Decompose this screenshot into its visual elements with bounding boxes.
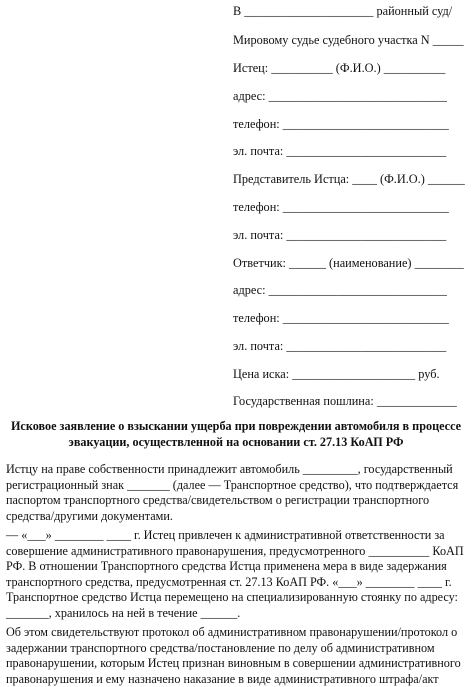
document-title-line-1: Исковое заявление о взыскании ущерба при повреждении автомобиля в процессе [10,419,462,433]
magistrate-line: Мировому судье судебного участка N _____ [233,33,464,47]
representative-phone: телефон: ___________________________ [233,200,449,214]
paragraph-evacuation: — «___» ________ ____ г. Истец привлечен к административной ответственности за совершение административного правонарушения, предусмотренного __________ КоАП РФ. В отношении Транспортного средства Истца применена мера в виде задержания транспортного средства, предусмотренная ст. 27.13 КоАП РФ. «___» ________ ____ г. Транспортное средство Истца перемещено на специализированную стоянку по адресу: _______, хранилось на ней в течение ______. [6,528,464,620]
defendant-line: Ответчик: ______ (наименование) ________ [233,256,464,270]
plaintiff-line: Истец: __________ (Ф.И.О.) __________ [233,61,446,75]
defendant-email: эл. почта: __________________________ [233,339,447,353]
defendant-address: адрес: _____________________________ [233,283,447,297]
document-title-line-2: эвакуации, осуществленной на основании ст. 27.13 КоАП РФ [68,435,404,449]
plaintiff-email: эл. почта: __________________________ [233,144,447,158]
representative-line: Представитель Истца: ____ (Ф.И.О.) ______ [233,172,465,186]
claim-price-line: Цена иска: ____________________ руб. [233,367,440,381]
state-fee-line: Государственная пошлина: _____________ [233,394,457,408]
defendant-phone: телефон: ___________________________ [233,311,449,325]
court-line: В _____________________ районный суд/ [233,4,453,18]
plaintiff-address: адрес: _____________________________ [233,89,447,103]
representative-email: эл. почта: __________________________ [233,228,447,242]
paragraph-ownership: Истцу на праве собственности принадлежит автомобиль _________, государственный регистрационный знак _______ (далее — Транспортное средство), что подтверждается паспортом транспортного средства/свидетельством о регистрации транспортного средства/другими документами. [6,462,459,523]
paragraph-evidence: Об этом свидетельствуют протокол об административном правонарушении/протокол о задержании транспортного средства/постановление по делу об административном правонарушении, которым Истец признан виновным в совершении административного правонарушения и ему назначено наказание в виде административного штрафа/акт [6,625,461,686]
plaintiff-phone: телефон: ___________________________ [233,117,449,131]
